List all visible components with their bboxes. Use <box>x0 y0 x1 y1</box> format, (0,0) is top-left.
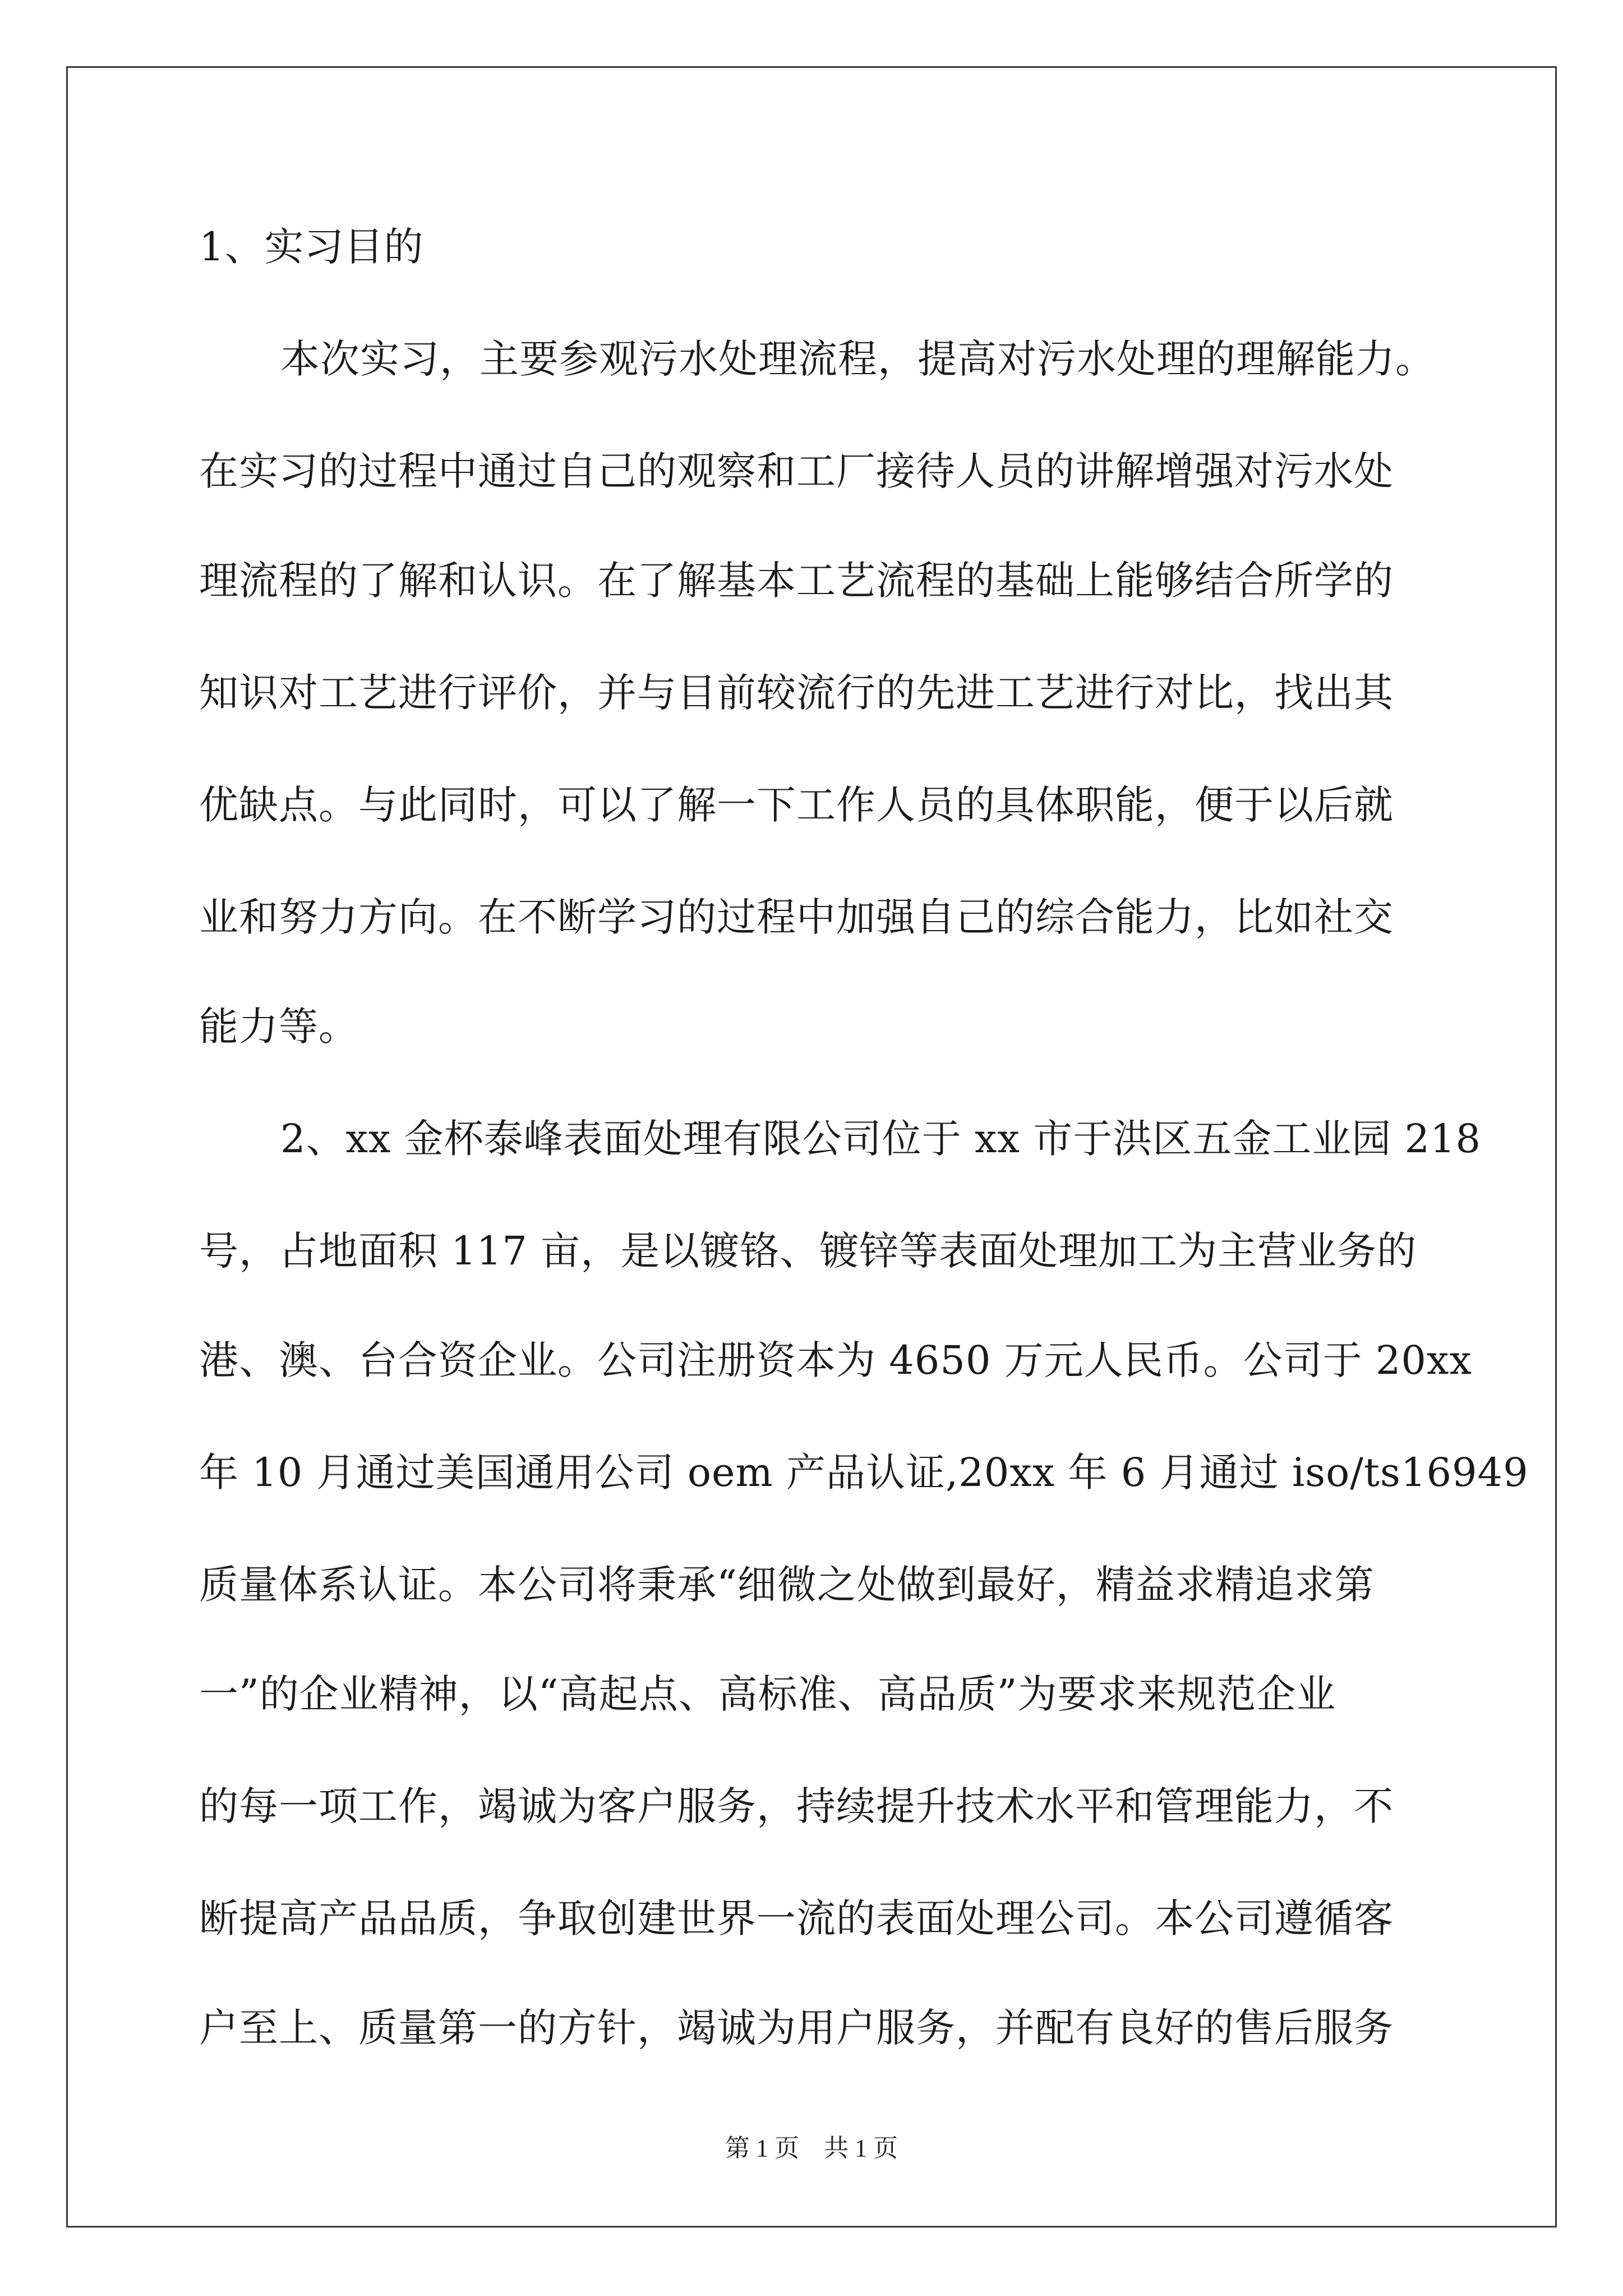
page-footer: 第 1 页 共 1 页 <box>725 2134 898 2162</box>
paragraph1-line-5: 优缺点。与此同时，可以了解一下工作人员的具体职能，便于以后就 <box>199 782 1394 828</box>
paragraph2-line-1: 2、xx 金杯泰峰表面处理有限公司位于 xx 市于洪区五金工业园 218 <box>280 1116 1482 1162</box>
paragraph1-line-3: 理流程的了解和认识。在了解基本工艺流程的基础上能够结合所学的 <box>199 558 1394 604</box>
paragraph2-line-6: 一”的企业精神，以“高起点、高标准、高品质”为要求来规范企业 <box>199 1671 1336 1717</box>
paragraph1-line-4: 知识对工艺进行评价，并与目前较流行的先进工艺进行对比，找出其 <box>199 670 1394 716</box>
paragraph2-line-3: 港、澳、台合资企业。公司注册资本为 4650 万元人民币。公司于 20xx <box>199 1337 1472 1383</box>
section-heading: 1、实习目的 <box>199 224 424 270</box>
paragraph2-line-8: 断提高产品品质，争取创建世界一流的表面处理公司。本公司遵循客 <box>199 1895 1394 1941</box>
paragraph1-line-2: 在实习的过程中通过自己的观察和工厂接待人员的讲解增强对污水处 <box>199 448 1394 494</box>
paragraph2-line-9: 户至上、质量第一的方针，竭诚为用户服务，并配有良好的售后服务 <box>199 2005 1394 2051</box>
paragraph1-line-7: 能力等。 <box>199 1004 358 1050</box>
paragraph2-line-4: 年 10 月通过美国通用公司 oem 产品认证,20xx 年 6 月通过 iso/ts16949 <box>199 1450 1529 1496</box>
paragraph2-line-5: 质量体系认证。本公司将秉承“细微之处做到最好，精益求精追求第 <box>199 1562 1375 1608</box>
paragraph2-line-7: 的每一项工作，竭诚为客户服务，持续提升技术水平和管理能力，不 <box>199 1783 1394 1829</box>
paragraph1-line-1: 本次实习，主要参观污水处理流程，提高对污水处理的理解能力。 <box>280 336 1435 382</box>
paragraph2-line-2: 号，占地面积 117 亩，是以镀铬、镀锌等表面处理加工为主营业务的 <box>199 1228 1417 1274</box>
paragraph1-line-6: 业和努力方向。在不断学习的过程中加强自己的综合能力，比如社交 <box>199 894 1394 940</box>
